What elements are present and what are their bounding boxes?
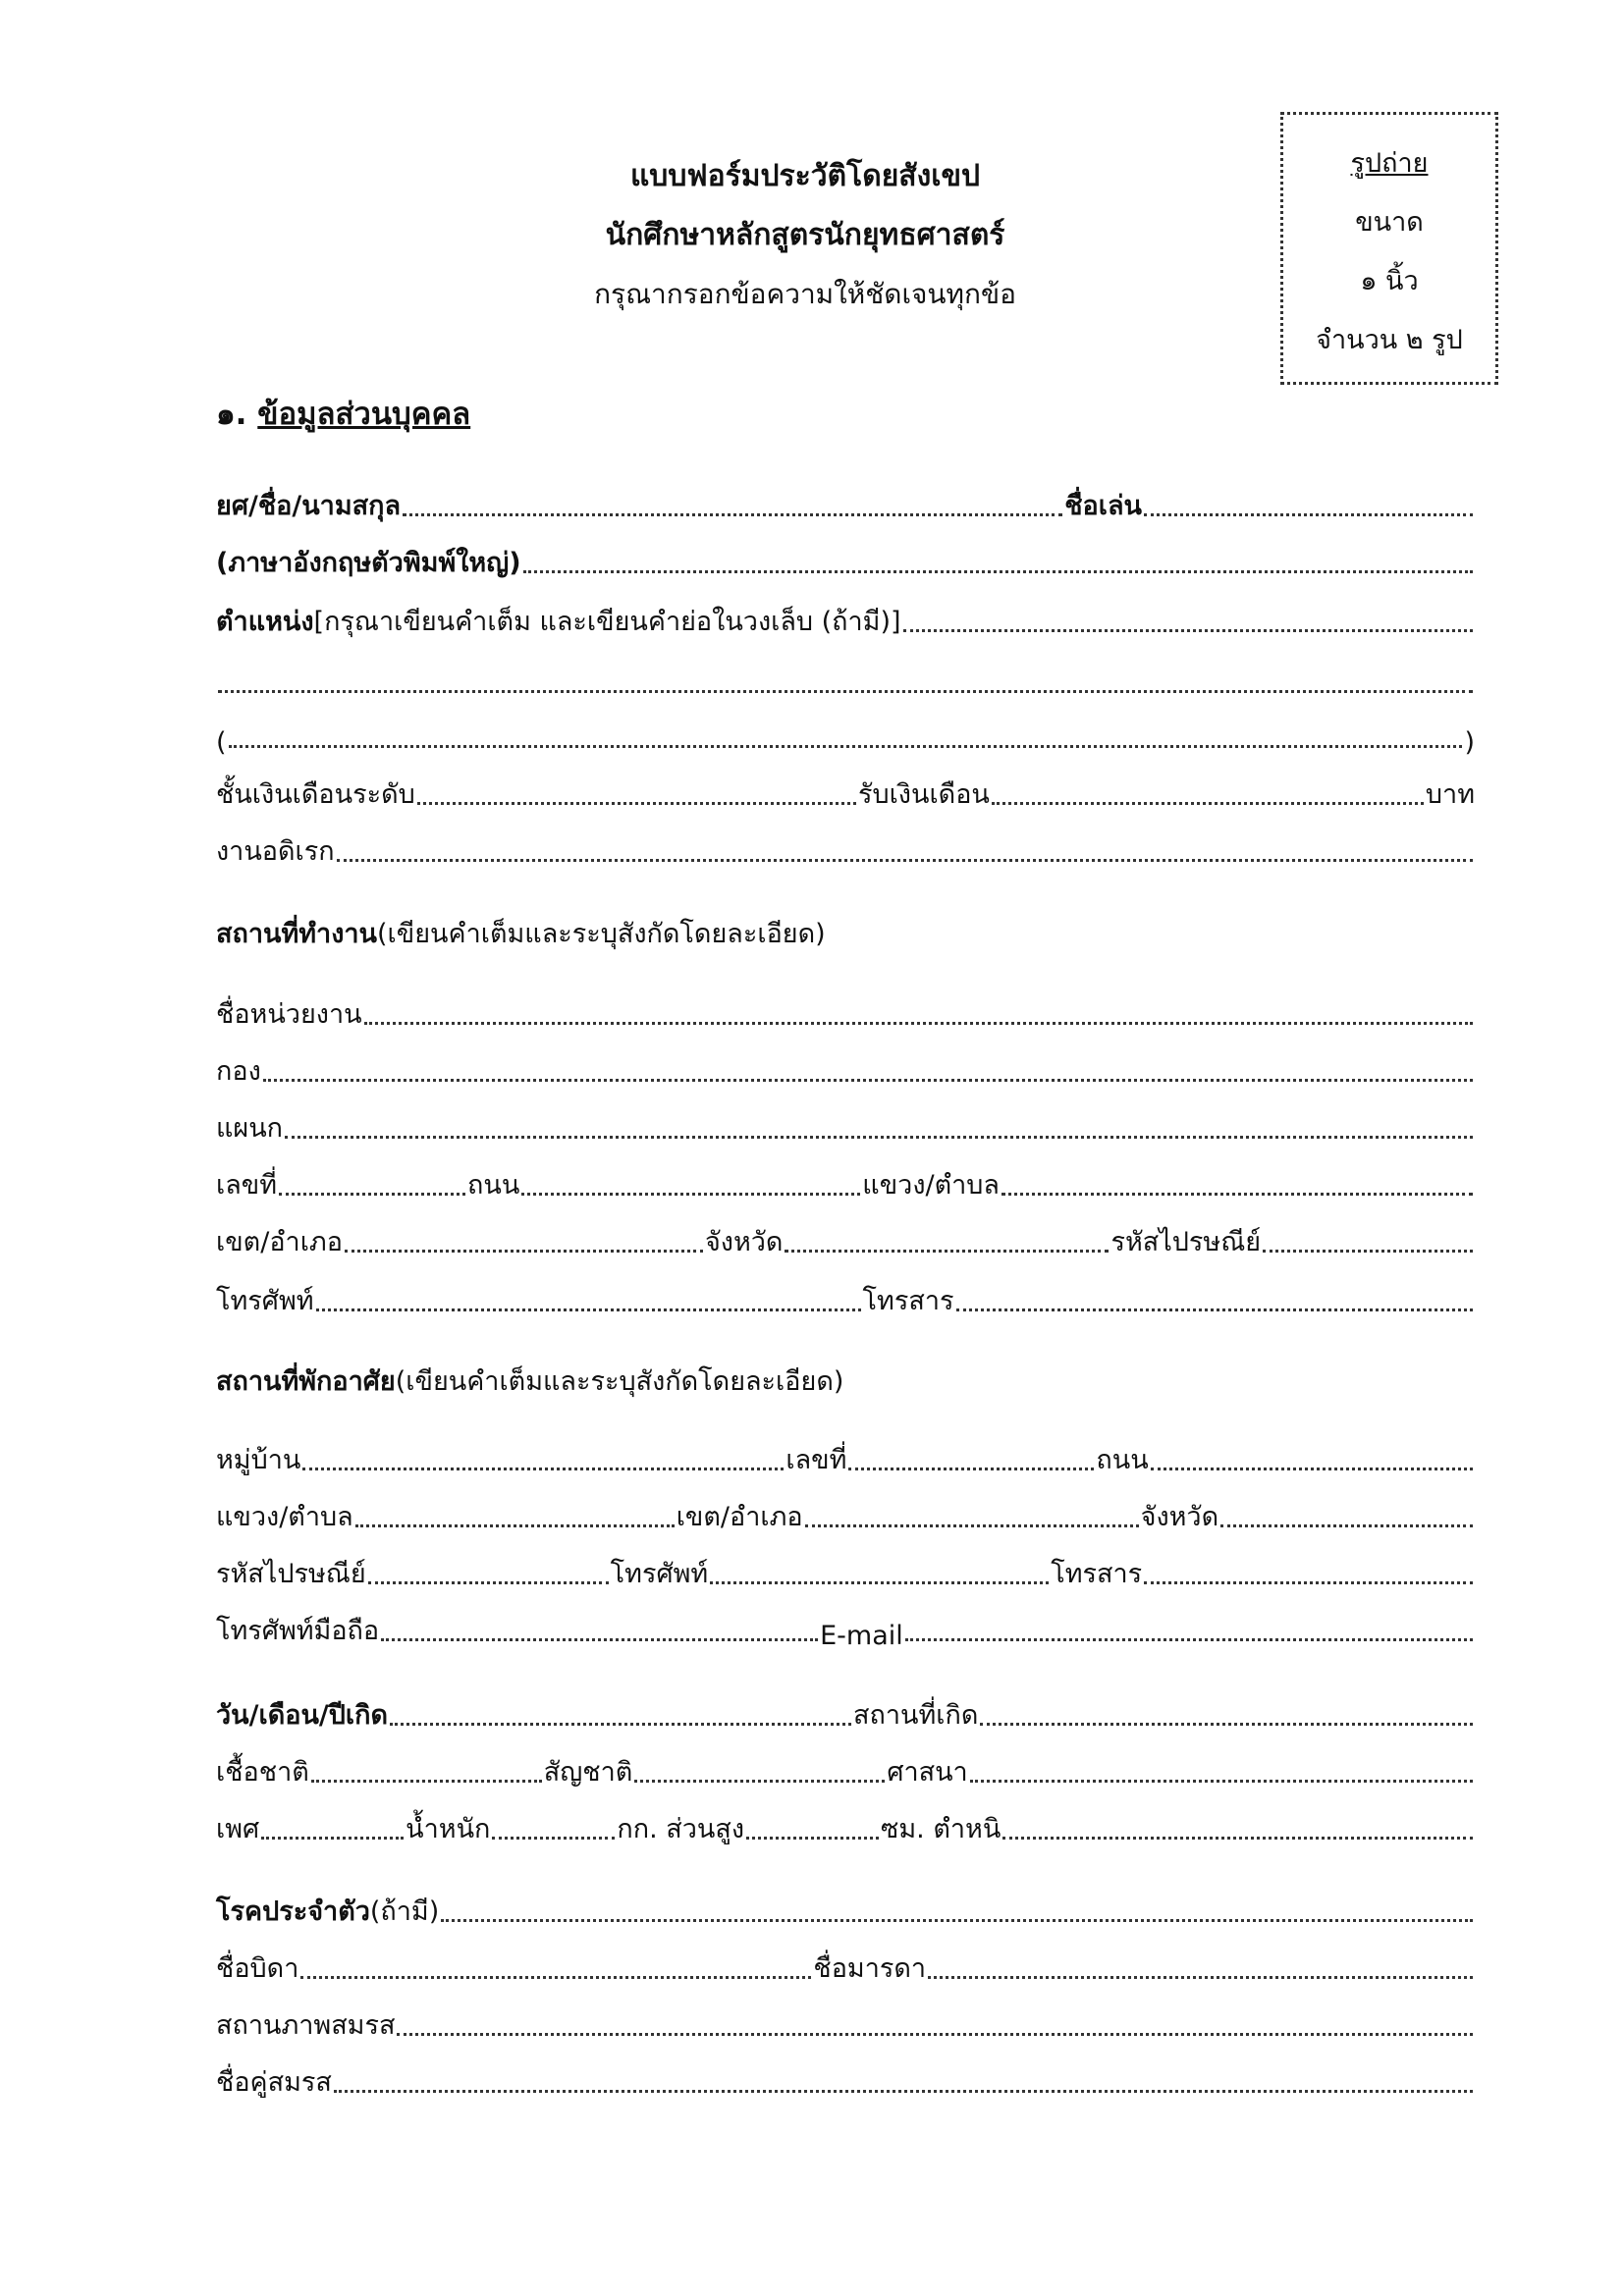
religion-label: ศาสนา — [887, 1757, 968, 1788]
dob-field[interactable] — [390, 1723, 851, 1726]
salary-level-field[interactable] — [417, 802, 856, 805]
mark-label: ซม. ตำหนิ — [881, 1814, 1001, 1844]
work-district-field[interactable] — [345, 1250, 703, 1253]
res-fax-field[interactable] — [1144, 1581, 1473, 1584]
work-road-label: ถนน — [467, 1170, 520, 1201]
work-dept-label: แผนก — [216, 1113, 284, 1144]
row-salary — [216, 758, 1475, 815]
nickname-field[interactable] — [1144, 513, 1473, 516]
position-field[interactable] — [903, 629, 1473, 632]
photo-box — [1280, 112, 1498, 385]
work-phone-label: โทรศัพท์ — [216, 1286, 314, 1316]
row-res-mobile — [216, 1594, 1475, 1651]
name-label: ยศ/ชื่อ/นามสกุล — [216, 491, 402, 521]
work-division-field[interactable] — [263, 1079, 1473, 1082]
row-work-district — [216, 1205, 1475, 1262]
work-phone-field[interactable] — [316, 1308, 861, 1311]
row-res-district — [216, 1480, 1475, 1537]
position-note: [กรุณาเขียนคำเต็ม และเขียนคำย่อในวงเล็บ (ถ้ามี)] — [313, 607, 901, 637]
workplace-title: สถานที่ทำงาน — [216, 919, 378, 949]
hobby-field[interactable] — [337, 859, 1473, 862]
photo-box-title: รูปถ่าย — [1350, 148, 1429, 179]
form-instruction: กรุณากรอกข้อความให้ชัดเจนทุกข้อ — [594, 278, 1016, 310]
race-field[interactable] — [311, 1780, 542, 1783]
dob-label: วัน/เดือน/ปีเกิด — [216, 1700, 389, 1731]
english-name-field[interactable] — [523, 570, 1473, 573]
res-mobile-field[interactable] — [381, 1638, 818, 1641]
photo-box-size-label: ขนาด — [1355, 207, 1424, 238]
form-header — [491, 147, 1119, 324]
race-label: เชื้อชาติ — [216, 1757, 309, 1788]
marital-label: สถานภาพสมรส — [216, 2010, 396, 2041]
res-postcode-label: รหัสไปรษณีย์ — [216, 1559, 366, 1589]
birthplace-label: สถานที่เกิด — [853, 1700, 979, 1731]
row-physical — [216, 1792, 1475, 1849]
res-postcode-field[interactable] — [368, 1581, 609, 1584]
row-residence-heading — [216, 1345, 1475, 1402]
work-no-label: เลขที่ — [216, 1170, 278, 1201]
row-position-line2 — [216, 646, 1475, 703]
mother-field[interactable] — [928, 1976, 1473, 1979]
work-no-field[interactable] — [279, 1193, 465, 1196]
disease-label: โรคประจำตัว — [216, 1896, 370, 1927]
res-village-field[interactable] — [302, 1468, 784, 1470]
work-subdistrict-field[interactable] — [1001, 1193, 1473, 1196]
row-name — [216, 469, 1475, 526]
nationality-label: สัญชาติ — [543, 1757, 633, 1788]
work-province-label: จังหวัด — [704, 1227, 784, 1257]
work-dept-field[interactable] — [285, 1136, 1473, 1139]
work-unit-field[interactable] — [364, 1022, 1473, 1025]
religion-field[interactable] — [970, 1780, 1473, 1783]
hobby-label: งานอดิเรก — [216, 836, 335, 867]
res-mobile-label: โทรศัพท์มือถือ — [216, 1616, 380, 1646]
res-phone-label: โทรศัพท์ — [610, 1559, 709, 1589]
res-province-field[interactable] — [1220, 1524, 1473, 1527]
row-spouse — [216, 2046, 1475, 2103]
res-district-field[interactable] — [805, 1524, 1139, 1527]
res-road-field[interactable] — [1151, 1468, 1473, 1470]
row-position — [216, 585, 1475, 642]
res-no-label: เลขที่ — [785, 1445, 847, 1475]
father-field[interactable] — [300, 1976, 811, 1979]
work-unit-label: ชื่อหน่วยงาน — [216, 999, 362, 1030]
res-email-label: E-mail — [820, 1621, 903, 1651]
marital-field[interactable] — [397, 2033, 1473, 2036]
weight-label: น้ำหนัก — [406, 1814, 491, 1844]
row-workplace-heading — [216, 897, 1475, 954]
row-work-division — [216, 1035, 1475, 1092]
sex-label: เพศ — [216, 1814, 260, 1844]
nationality-field[interactable] — [634, 1780, 885, 1783]
row-race — [216, 1735, 1475, 1792]
position-abbrev-field[interactable] — [229, 745, 1463, 748]
row-work-unit — [216, 978, 1475, 1035]
sex-field[interactable] — [261, 1837, 404, 1840]
work-road-field[interactable] — [521, 1193, 860, 1196]
form-title: แบบฟอร์มประวัติโดยสังเขป — [629, 159, 981, 193]
row-dob — [216, 1679, 1475, 1735]
paren-close: ) — [1464, 727, 1475, 758]
work-district-label: เขต/อำเภอ — [216, 1227, 343, 1257]
residence-title: สถานที่พักอาศัย — [216, 1366, 396, 1397]
position-label: ตำแหน่ง — [216, 607, 314, 637]
res-village-label: หมู่บ้าน — [216, 1445, 301, 1475]
mark-field[interactable] — [1002, 1837, 1473, 1840]
birthplace-field[interactable] — [980, 1723, 1473, 1726]
row-hobby — [216, 815, 1475, 872]
spouse-label: ชื่อคู่สมรส — [216, 2067, 332, 2098]
res-email-field[interactable] — [905, 1638, 1473, 1641]
section-1-title: ข้อมูลส่วนบุคคล — [257, 397, 471, 432]
row-res-phone — [216, 1537, 1475, 1594]
work-postcode-field[interactable] — [1263, 1250, 1473, 1253]
work-postcode-label: รหัสไปรษณีย์ — [1110, 1227, 1262, 1257]
salary-field[interactable] — [992, 802, 1424, 805]
height-label: กก. ส่วนสูง — [617, 1814, 745, 1844]
res-district-label: เขต/อำเภอ — [676, 1502, 803, 1532]
res-phone-field[interactable] — [710, 1581, 1049, 1584]
work-fax-field[interactable] — [956, 1308, 1474, 1311]
row-marital — [216, 1989, 1475, 2046]
position-field-line2[interactable] — [218, 690, 1473, 693]
baht-label: บาท — [1425, 779, 1475, 810]
res-subdistrict-field[interactable] — [355, 1524, 675, 1527]
height-field[interactable] — [746, 1837, 879, 1840]
workplace-note: (เขียนคำเต็มและระบุสังกัดโดยละเอียด) — [377, 919, 826, 949]
res-fax-label: โทรสาร — [1051, 1559, 1143, 1589]
spouse-field[interactable] — [334, 2090, 1473, 2093]
work-fax-label: โทรสาร — [862, 1286, 954, 1316]
res-subdistrict-label: แขวง/ตำบล — [216, 1502, 353, 1532]
disease-field[interactable] — [441, 1919, 1473, 1922]
row-english-name — [216, 526, 1475, 583]
father-label: ชื่อบิดา — [216, 1953, 299, 1984]
row-work-address — [216, 1148, 1475, 1205]
photo-box-count: จำนวน ๒ รูป — [1316, 325, 1463, 355]
english-name-label: (ภาษาอังกฤษตัวพิมพ์ใหญ่) — [216, 548, 521, 578]
row-disease — [216, 1875, 1475, 1932]
row-work-dept — [216, 1092, 1475, 1148]
nickname-label: ชื่อเล่น — [1064, 491, 1142, 521]
work-province-field[interactable] — [785, 1250, 1109, 1253]
salary-level-label: ชั้นเงินเดือนระดับ — [216, 779, 415, 810]
disease-note: (ถ้ามี) — [369, 1896, 440, 1927]
salary-label: รับเงินเดือน — [857, 779, 990, 810]
row-position-abbrev — [216, 701, 1475, 758]
photo-box-size-value: ๑ นิ้ว — [1360, 266, 1419, 296]
row-parents — [216, 1932, 1475, 1989]
res-province-label: จังหวัด — [1140, 1502, 1219, 1532]
row-res-address — [216, 1423, 1475, 1480]
section-1-heading — [216, 389, 470, 438]
weight-field[interactable] — [492, 1837, 615, 1840]
residence-note: (เขียนคำเต็มและระบุสังกัดโดยละเอียด) — [395, 1366, 844, 1397]
res-road-label: ถนน — [1096, 1445, 1149, 1475]
work-subdistrict-label: แขวง/ตำบล — [862, 1170, 1000, 1201]
name-field[interactable] — [403, 513, 1062, 516]
section-1-number: ๑. — [216, 397, 247, 432]
res-no-field[interactable] — [848, 1468, 1094, 1470]
paren-open: ( — [216, 727, 227, 758]
mother-label: ชื่อมารดา — [813, 1953, 927, 1984]
row-work-phone — [216, 1264, 1475, 1321]
form-subtitle: นักศึกษาหลักสูตรนักยุทธศาสตร์ — [605, 218, 1005, 252]
work-division-label: กอง — [216, 1056, 261, 1087]
